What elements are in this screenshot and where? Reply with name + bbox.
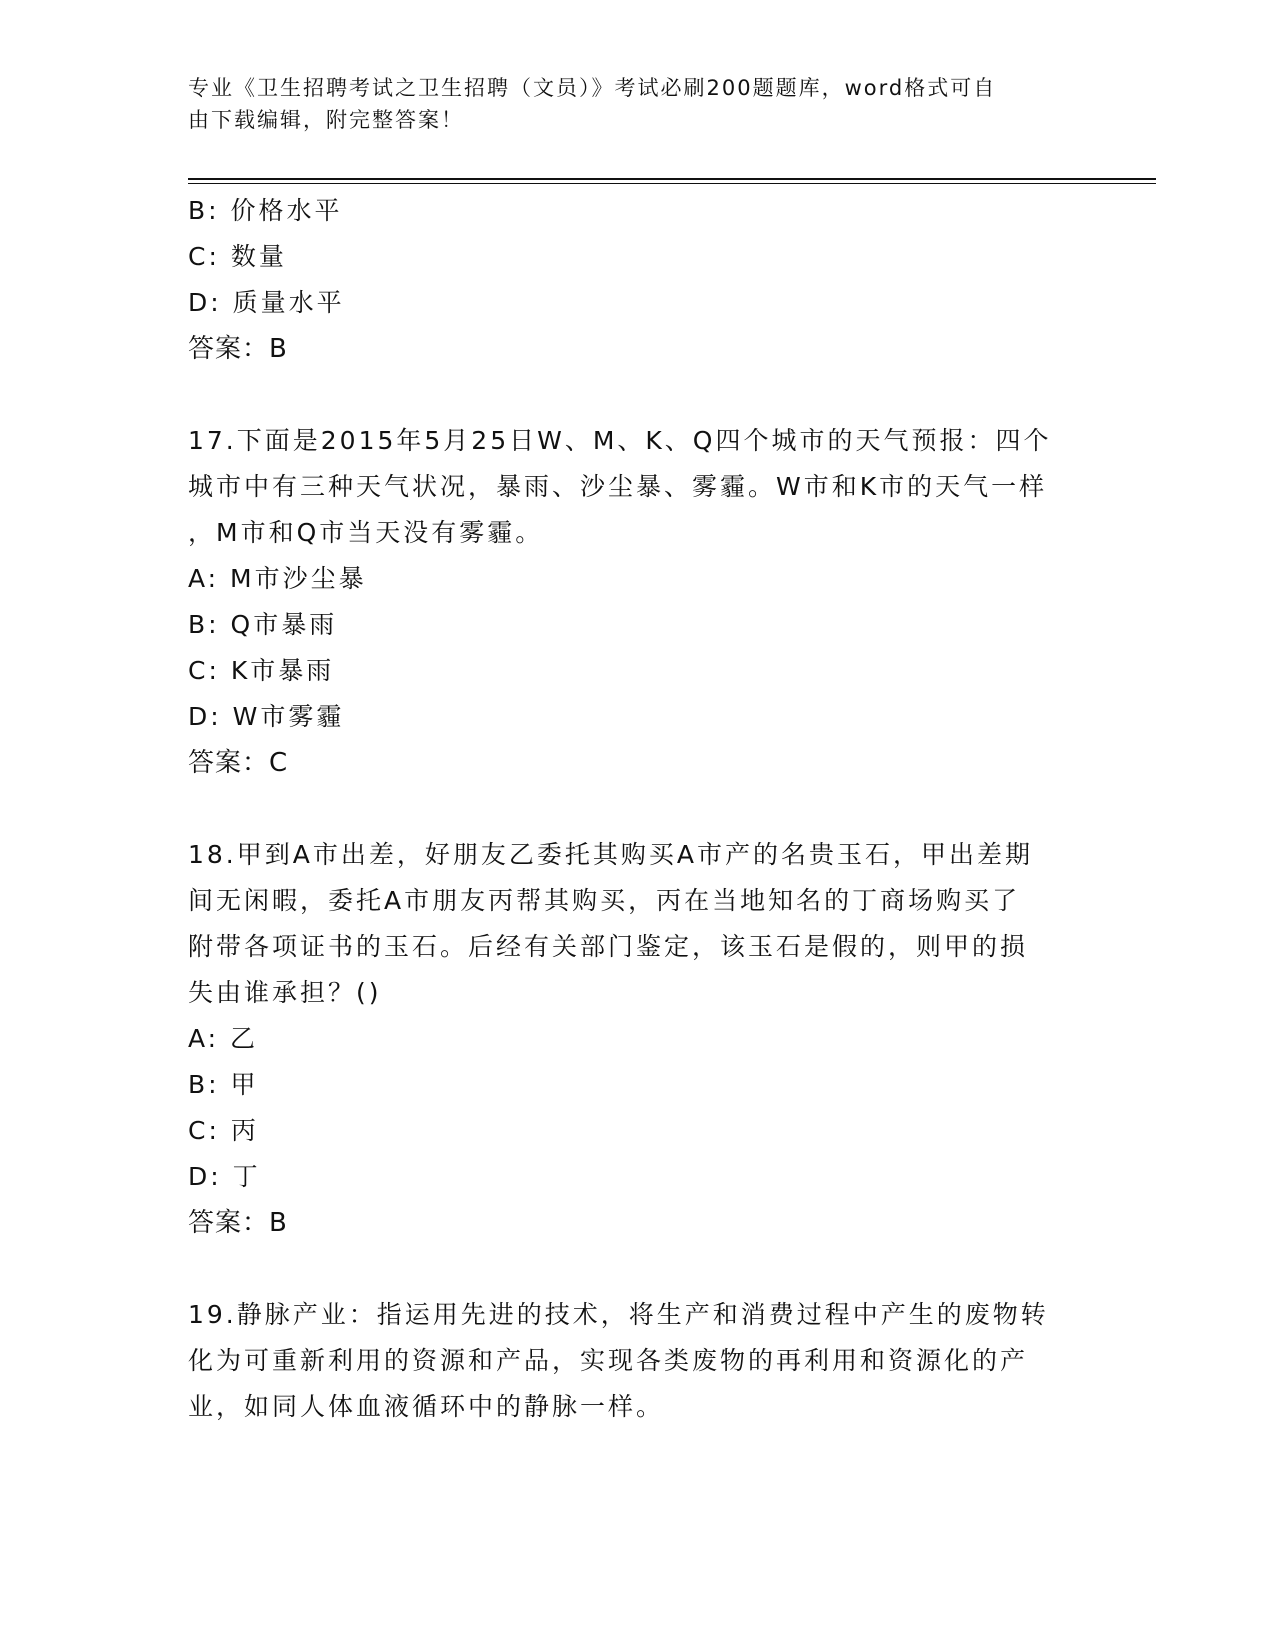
question-stem-line: 附带各项证书的玉石。后经有关部门鉴定，该玉石是假的，则甲的损: [188, 932, 1029, 961]
question-stem-line: 化为可重新利用的资源和产品，实现各类废物的再利用和资源化的产: [188, 1346, 1029, 1375]
question-stem-line: ，M市和Q市当天没有雾霾。: [188, 518, 544, 547]
question-stem-line: 失由谁承担？(): [188, 978, 382, 1007]
option-d: D: W市雾霾: [188, 702, 345, 731]
question-stem-line: 17.下面是2015年5月25日W、M、K、Q四个城市的天气预报：四个: [188, 426, 1052, 455]
question-stem-line: 业，如同人体血液循环中的静脉一样。: [188, 1392, 665, 1421]
question-17: [188, 418, 1088, 786]
question-stem-line: 19.静脉产业：指运用先进的技术，将生产和消费过程中产生的废物转: [188, 1300, 1049, 1329]
option-c: C: 丙: [188, 1116, 259, 1145]
option-b: B: 甲: [188, 1070, 259, 1099]
option-c: C: K市暴雨: [188, 656, 335, 685]
option-a: A: 乙: [188, 1024, 259, 1053]
question-stem-line: 间无闲暇，委托A市朋友丙帮其购买，丙在当地知名的丁商场购买了: [188, 886, 1021, 915]
question-list: [188, 188, 1088, 1430]
header-line-2: 由下载编辑，附完整答案！: [188, 108, 464, 132]
question-stem-line: 18.甲到A市出差，好朋友乙委托其购买A市产的名贵玉石，甲出差期: [188, 840, 1033, 869]
question-19: [188, 1292, 1088, 1430]
answer-line: 答案：C: [188, 748, 289, 778]
option-b: B: Q市暴雨: [188, 610, 338, 639]
option-d: D: 质量水平: [188, 288, 345, 317]
question-16-tail: [188, 188, 1088, 372]
option-a: A: M市沙尘暴: [188, 564, 367, 593]
option-b: B: 价格水平: [188, 196, 343, 225]
question-18: [188, 832, 1088, 1246]
option-d: D: 丁: [188, 1162, 261, 1191]
header-divider-thin: [188, 183, 1156, 184]
answer-line: 答案：B: [188, 1208, 288, 1238]
document-header: [188, 72, 1068, 136]
question-stem-line: 城市中有三种天气状况，暴雨、沙尘暴、雾霾。W市和K市的天气一样: [188, 472, 1048, 501]
header-divider-thick: [188, 178, 1156, 180]
option-c: C: 数量: [188, 242, 287, 271]
answer-line: 答案：B: [188, 334, 288, 364]
header-line-1: 专业《卫生招聘考试之卫生招聘（文员）》考试必刷200题题库，word格式可自: [188, 76, 997, 100]
